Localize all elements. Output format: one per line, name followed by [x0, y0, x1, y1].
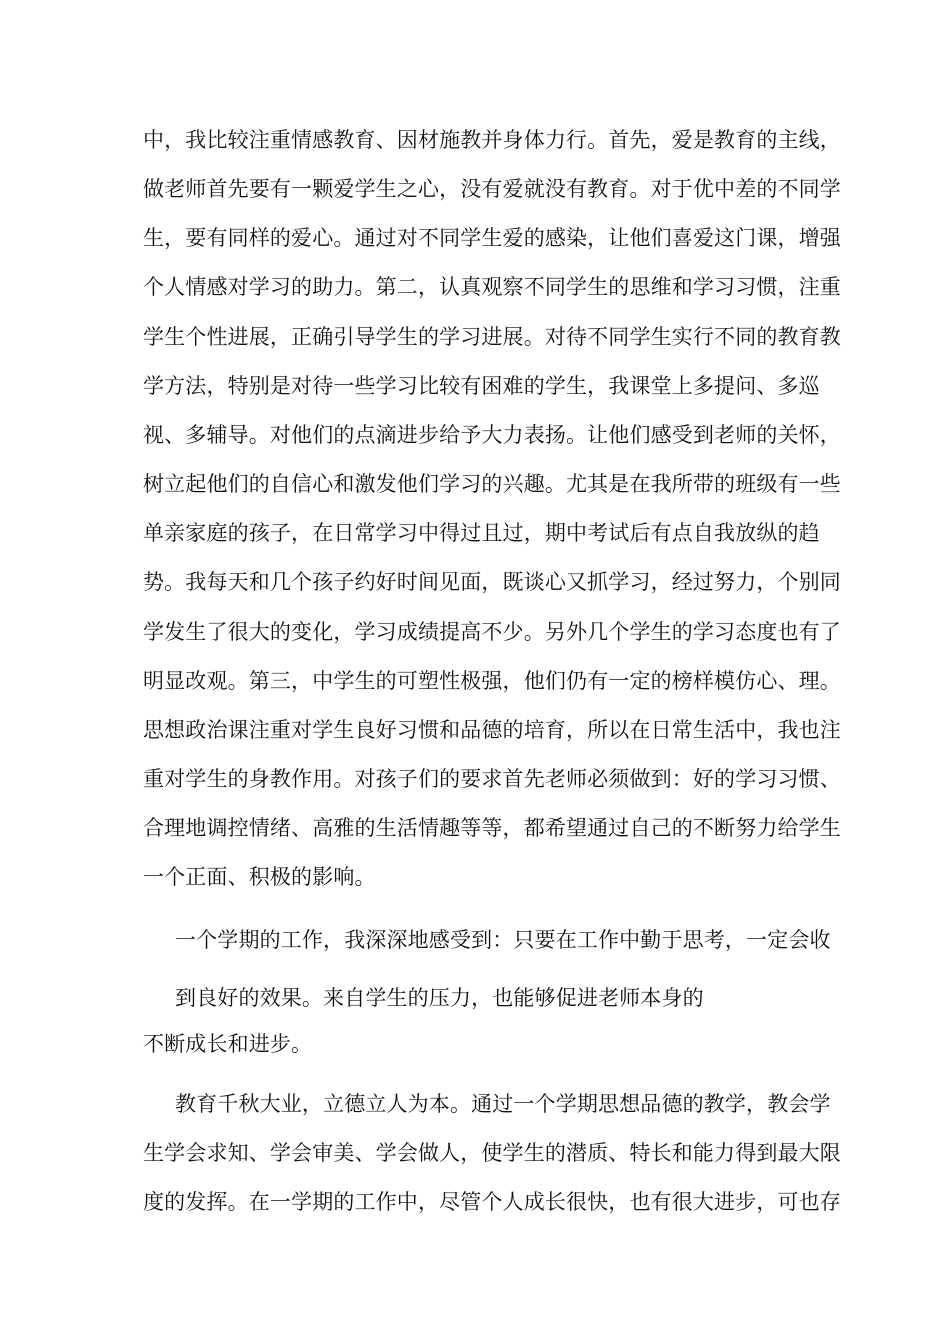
text-line: 不断成长和进步。 — [143, 1032, 313, 1056]
text-line: 树立起他们的自信心和激发他们学习的兴趣。尤其是在我所带的班级有一些 — [143, 472, 841, 496]
text-line: 合理地调控情绪、高雅的生活情趣等等，都希望通过自己的不断努力给学生 — [143, 816, 841, 840]
text-line: 明显改观。第三，中学生的可塑性极强，他们仍有一定的榜样模仿心、理。 — [143, 669, 841, 693]
text-line: 中，我比较注重情感教育、因材施教并身体力行。首先，爱是教育的主线， — [143, 128, 841, 152]
text-line: 势。我每天和几个孩子约好时间见面，既谈心又抓学习，经过努力，个别同 — [143, 570, 841, 594]
text-line: 到良好的效果。来自学生的压力，也能够促进老师本身的 — [175, 986, 704, 1010]
text-line: 单亲家庭的孩子，在日常学习中得过且过，期中考试后有点自我放纵的趋 — [143, 521, 820, 545]
text-line: 生，要有同样的爱心。通过对不同学生爱的感染，让他们喜爱这门课，增强 — [143, 226, 841, 250]
text-line: 视、多辅导。对他们的点滴进步给予大力表扬。让他们感受到老师的关怀， — [143, 423, 841, 447]
text-line: 学生个性进展，正确引导学生的学习进展。对待不同学生实行不同的教育教 — [143, 325, 841, 349]
text-line: 做老师首先要有一颗爱学生之心，没有爱就没有教育。对于优中差的不同学 — [143, 177, 841, 201]
text-line: 度的发挥。在一学期的工作中，尽管个人成长很快，也有很大进步，可也存 — [143, 1190, 841, 1214]
text-line: 一个学期的工作，我深深地感受到：只要在工作中勤于思考，一定会收 — [175, 928, 831, 952]
text-line: 思想政治课注重对学生良好习惯和品德的培育，所以在日常生活中，我也注 — [143, 718, 841, 742]
text-line: 一个正面、积极的影响。 — [143, 865, 376, 889]
text-line: 个人情感对学习的助力。第二，认真观察不同学生的思维和学习习惯，注重 — [143, 275, 841, 299]
text-line: 重对学生的身教作用。对孩子们的要求首先老师必须做到：好的学习习惯、 — [143, 767, 841, 791]
text-line: 学发生了很大的变化，学习成绩提高不少。另外几个学生的学习态度也有了 — [143, 620, 841, 644]
text-line: 生学会求知、学会审美、学会做人，使学生的潜质、特长和能力得到最大限 — [143, 1141, 841, 1165]
text-line: 教育千秋大业，立德立人为本。通过一个学期思想品德的教学，教会学 — [175, 1092, 831, 1116]
text-line: 学方法，特别是对待一些学习比较有困难的学生，我课堂上多提问、多巡 — [143, 374, 820, 398]
